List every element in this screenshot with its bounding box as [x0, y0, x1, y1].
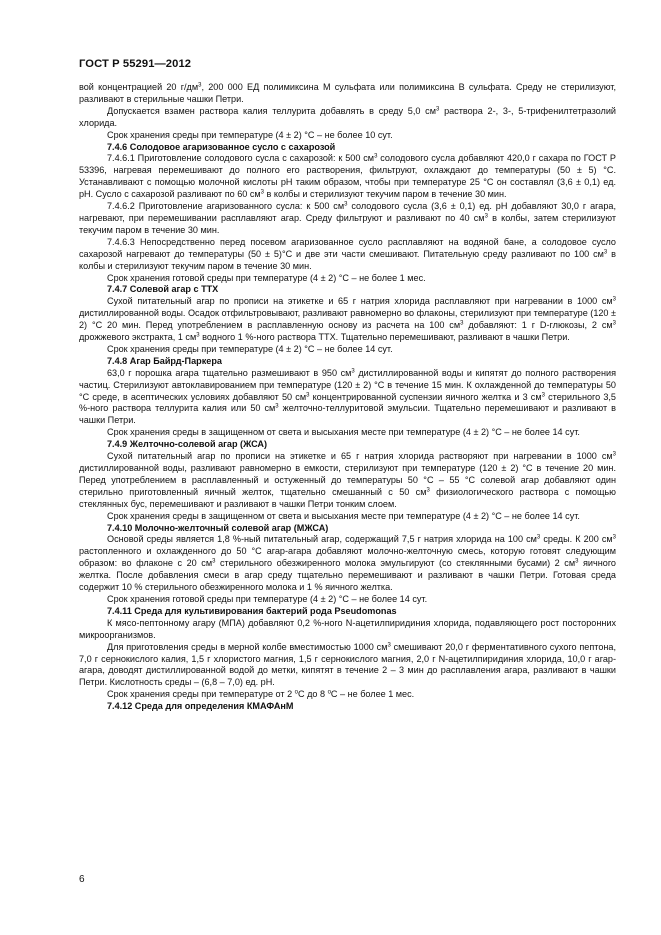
text-run: растопленного и охлажденного до 50 °С агар-агара добавляют молочно-желточную смесь, которую готовят следующим образом: во флаконе с 20 см — [79, 546, 616, 569]
text-run: Срок хранения среды в защищенном от света и высыхания месте при температуре (4 ± 2) °С – не более 14 сут. — [107, 427, 580, 438]
document-body — [79, 82, 616, 713]
section-heading — [79, 523, 616, 535]
paragraph — [79, 642, 616, 690]
superscript: 3 — [484, 213, 488, 220]
text-run: концентрированной суспензии яичного желтка и 3 см — [309, 391, 542, 402]
superscript: 3 — [196, 332, 200, 339]
text-run: К мясо-пептонному агару (МПА) добавляют 0,2 %-ного N-ацетилпиридиния хлорида, подавляющего рост посторонних микроорганизмов. — [79, 617, 616, 640]
text-run: дрожжевого экстракта, 1 см — [79, 332, 197, 343]
text-run: 7.4.6.3 Непосредственно перед посевом агаризованное сусло расплавляют на водяной бане, а солодовое сусло сахарозой нагревают до температуры (50 ± 5)°С и две эти части смешивают. Питательную среду разливают по 100 см — [79, 236, 616, 259]
paragraph — [79, 130, 616, 142]
paragraph — [79, 82, 616, 106]
paragraph — [79, 153, 616, 201]
paragraph — [79, 106, 616, 130]
text-run: С до 8 — [298, 689, 328, 700]
superscript: 3 — [612, 320, 616, 327]
text-run: солодового сусла добавляют 420,0 г сахара по ГОСТ Р 53396, нагревая перемешивают до полного его растворения, фильтруют, охлаждают до температуры (50 ± 5) °С. Устанавливают с помощью молочной кислоты pH таким образом, чтобы при температуре 25 °С он составлял (3,6 ± 0,1) ед. pH. Сусло с сахарозой разливают по 60 см — [79, 153, 616, 200]
section-heading — [79, 284, 616, 296]
superscript: 3 — [426, 487, 430, 494]
superscript: 3 — [387, 642, 391, 649]
superscript: 3 — [536, 534, 541, 541]
text-run: дистиллированной воды и кипятят до полного растворения частиц. Стерилизуют автоклавированием при температуре (120 ± 2) °С в течение 15 мин. К охлажденной до температуры 50 °С среде, в асептических условиях добавляют 50 см — [79, 367, 616, 402]
superscript: 3 — [374, 153, 378, 160]
text-run: 63,0 г порошка агара тщательно размешивают в 950 см — [107, 367, 352, 378]
text-run: Срок хранения среды при температуре (4 ± 2) °С – не более 14 сут. — [107, 343, 393, 354]
section-heading — [79, 701, 616, 713]
paragraph — [79, 296, 616, 344]
text-run: Сухой питательный агар по прописи на этикетке и 65 г натрия хлорида растворяют при нагревании в 1000 см — [107, 451, 613, 462]
text-run: 7.4.6.1 Приготовление солодового сусла с сахарозой: к 500 см — [107, 153, 375, 164]
paragraph — [79, 201, 616, 237]
text-run: Срок хранения готовой среды при температуре (4 ± 2) °С – не более 14 сут. — [107, 593, 428, 604]
superscript: 3 — [612, 534, 616, 541]
text-run: среды. К 200 см — [540, 534, 613, 545]
paragraph — [79, 511, 616, 523]
text-run: дистиллированной воды, разливают равномерно в емкости, стерилизуют при температуре (120 ± 2) °С в течение 20 мин. Перед употреблением в расплавленный и остуженный до температуры 50 °С – 55 °С солевой агар добавляют один стерильно приготовленный яичный желток, тщательно смешанный с 50 см — [79, 463, 616, 497]
text-run: Срок хранения готовой среды при температуре (4 ± 2) °С – не более 1 мес. — [107, 272, 426, 283]
paragraph — [79, 237, 616, 273]
text-run: солодового сусла (3,6 ± 0,1) ед. pH добавляют 30,0 г агара, нагревают, при перемешивании расплавляют агар. Среду фильтруют и разливают по 40 см — [79, 201, 616, 223]
text-run: водного 1 %-ного раствора ТТХ. Тщательно перемешивают, разливают в чашки Петри. — [199, 332, 570, 343]
paragraph — [79, 594, 616, 606]
superscript: о — [327, 689, 331, 696]
text-run: Срок хранения среды в защищенном от света и высыхания месте при температуре (4 ± 2) °С – не более 14 сут. — [107, 510, 580, 521]
document-header: ГОСТ Р 55291—2012 — [79, 58, 192, 70]
text-run: смешивают 20,0 г ферментативного сухого пептона, 7,0 г сернокислого калия, 1,5 г хлористого магния, 1,5 г сернокислого магния, 2,0 г N-ацетилпиридиния хлорида, 10,0 г агар-агара, доводят дистиллированной водой до метки, кипятят в течение 2 – 3 мин до расплавления агара, разливают в чашки Петри. Кислотность среды – (6,8 – 7,0) ед. pH. — [79, 641, 617, 688]
superscript: 3 — [306, 392, 310, 399]
paragraph — [79, 273, 616, 285]
superscript: 3 — [198, 82, 202, 89]
superscript: 3 — [541, 392, 545, 399]
text-run: Для приготовления среды в мерной колбе вместимостью 1000 см — [107, 641, 388, 652]
text-run: физиологического раствора с помощью стеклянных бус, перемешивают и разливают в чашки Петри тонким слоем. — [79, 486, 616, 509]
text-run: 7.4.10 Молочно-желточный солевой агар (МЖСА) — [107, 522, 329, 533]
text-run: 7.4.9 Желточно-солевой агар (ЖСА) — [107, 439, 268, 450]
text-run: в колбы и стерилизуют текучим паром в течение 30 мин. — [264, 189, 507, 200]
paragraph — [79, 534, 616, 594]
superscript: 3 — [603, 249, 608, 256]
superscript: 3 — [612, 451, 616, 458]
text-run: яичного желтка. После добавления смеси в агар среду тщательно перемешивают и разливают в чашки Петри. Готовая среда содержит 10 % стерильного обезжиренного молока и 1 % яичного желтка. — [79, 558, 616, 593]
text-run: вой концентрацией 20 г/дм — [79, 82, 199, 92]
text-run: С – не более 1 мес. — [330, 689, 415, 700]
superscript: 3 — [275, 403, 279, 410]
superscript: 3 — [575, 558, 579, 565]
paragraph — [79, 427, 616, 439]
text-run: 7.4.8 Агар Байрд-Паркера — [107, 355, 222, 366]
text-run: Основой среды является 1,8 %-ный питательный агар, содержащий 7,5 г натрия хлорида на 100 см — [107, 534, 537, 545]
text-run: дистиллированной воды. Осадок отфильтровывают, разливают равномерно во флаконы, стерилизуют при температуре (120 ± 2) °С 20 мин. Перед употреблением в расплавленную основу из расчета на 100 см — [79, 308, 617, 331]
paragraph — [79, 451, 616, 511]
text-run: добавляют: 1 г D-глюкозы, 2 см — [463, 320, 613, 331]
text-run: Сухой питательный агар по прописи на этикетке и 65 г натрия хлорида расплавляют при нагревании в 1000 см — [107, 296, 613, 307]
superscript: 3 — [260, 189, 265, 196]
section-heading — [79, 356, 616, 368]
text-run: в колбы и стерилизуют текучим паром в течение 30 мин. — [79, 248, 616, 271]
text-run: 7.4.6.2 Приготовление агаризованного сусла: к 500 см — [107, 201, 345, 212]
superscript: 3 — [351, 368, 355, 375]
page-number: 6 — [79, 874, 85, 885]
text-run: раствора 2-, 3-, 5-трифенилтетразолий хлорида. — [79, 105, 616, 128]
paragraph — [79, 689, 616, 701]
section-heading — [79, 439, 616, 451]
superscript: 3 — [435, 106, 440, 113]
text-run: 7.4.12 Среда для определения КМАФАнМ — [107, 701, 294, 712]
text-run: желточно-теллуритовой эмульсии. Тщательно перемешивают и разливают в чашки Петри. — [79, 403, 616, 426]
text-run: стерильного обезжиренного молока эмульгируют (со стеклянными бусами) 2 см — [215, 558, 576, 569]
text-run: Допускается взамен раствора калия теллурита добавлять в среду 5,0 см — [107, 105, 436, 116]
text-run: Срок хранения среды при температуре (4 ± 2) °С – не более 10 сут. — [107, 129, 393, 140]
text-run: , 200 000 ЕД полимиксина М сульфата или полимиксина В сульфата. Среду не стерилизуют, разливают в стерильные чашки Петри. — [79, 82, 616, 104]
section-heading — [79, 142, 616, 154]
superscript: о — [294, 689, 298, 696]
paragraph — [79, 618, 616, 642]
section-heading — [79, 606, 616, 618]
paragraph — [79, 344, 616, 356]
superscript: 3 — [344, 201, 348, 208]
paragraph — [79, 368, 616, 428]
text-run: Срок хранения среды при температуре от 2 — [107, 689, 295, 700]
text-run: стерильного 3,5 %-ного раствора теллурита калия или 50 см — [79, 391, 616, 414]
text-run: 7.4.7 Солевой агар с ТТХ — [107, 284, 219, 295]
superscript: 3 — [212, 558, 216, 565]
text-run: 7.4.6 Солодовое агаризованное сусло с сахарозой — [107, 141, 336, 152]
text-run: в колбы, затем стерилизуют текучим паром в течение 30 мин. — [79, 212, 616, 235]
superscript: 3 — [460, 320, 464, 327]
superscript: 3 — [612, 296, 616, 303]
text-run: 7.4.11 Среда для культивирования бактерий рода Pseudomonas — [107, 605, 397, 616]
